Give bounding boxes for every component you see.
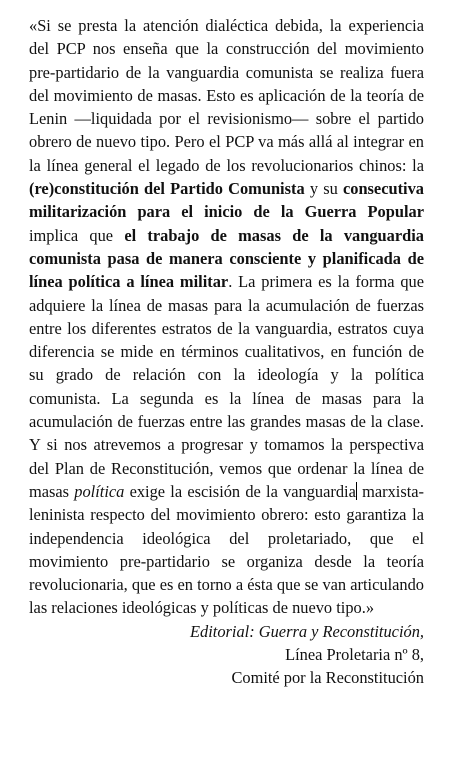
quote-text-1: «Si se presta la atención dialéctica debida, la experiencia del PCP nos enseña que la construcción del movimiento pre-partidario de la vanguardia comunista se realiza fuera del movimiento de masas. Esto es aplicación de la teoría de Lenin —liquidada por el revisionismo— sobre el partido obrero de nuevo tipo. Pero el PCP va más allá al integrar en la línea general el legado de los revolucionarios chinos: la [29,16,424,175]
quote-paragraph [29,14,424,620]
quote-bold-2: consecutiva militarización para el inicio de la Guerra Popular [29,179,425,222]
quote-text-2: y su [304,179,343,199]
quote-text-3: implica que [29,225,125,245]
signature-author: Comité por la Reconstitución [231,668,424,688]
quote-bold-1: (re)constitución del Partido Comunista [29,179,305,199]
quote-text-5: exige la escisión de la vanguardia [124,481,356,501]
document-page [29,14,424,690]
signature-source: Editorial: Guerra y Reconstitución, [190,621,424,641]
quote-text-6: marxista-leninista respecto del movimiento obrero: esto garantiza la independencia ideológica del proletariado, que el movimiento pre-partidario se organiza desde la teoría revolucionaria, que es en torno a ésta que se van articulando las relaciones ideológicas y políticas de nuevo tipo.» [29,481,425,618]
quote-italic-1: política [74,481,125,501]
quote-bold-3: el trabajo de masas de la vanguardia comunista pasa de manera consciente y planificada de línea política a línea militar [29,225,424,292]
signature-block [29,620,424,690]
quote-text-4: . La primera es la forma que adquiere la línea de masas para la acumulación de fuerzas entre los diferentes estratos de la vanguardia, estratos cuya diferencia se mide en términos cualitativos, en función de su grado de relación con la ideología y la política comunista. La segunda es la línea de masas para la acumulación de fuerzas entre las grandes masas de la clase. Y si nos atrevemos a progresar y tomamos la perspectiva del Plan de Reconstitución, vemos que ordenar la línea de masas [29,272,424,501]
signature-issue: Línea Proletaria nº 8, [285,645,424,665]
